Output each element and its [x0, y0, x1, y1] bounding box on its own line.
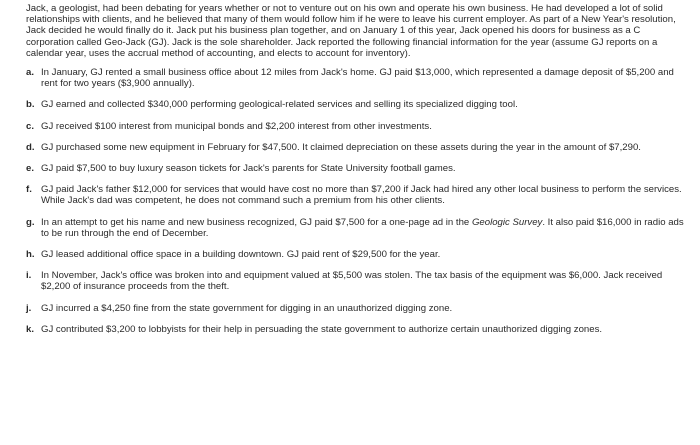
item-text: GJ earned and collected $340,000 performing geological-related services and selling its specialized digging tool.: [41, 99, 518, 111]
list-item-c: [26, 121, 684, 132]
list-item-k: [26, 324, 684, 335]
publication-title: Geologic Survey: [471, 216, 543, 228]
list-item-b: [26, 99, 684, 110]
item-letter: c.: [26, 120, 35, 132]
list-item-e: [26, 163, 684, 174]
list-item-a: [26, 67, 684, 89]
item-letter: g.: [26, 216, 35, 228]
item-text: In November, Jack's office was broken into and equipment valued at $5,500 was stolen. The tax basis of the equipment was $6,000. Jack received $2,200 of insurance proceeds from the theft.: [41, 270, 663, 293]
item-letter: d.: [26, 141, 35, 153]
item-letter: j.: [26, 302, 32, 314]
item-text: GJ paid $7,500 to buy luxury season tickets for Jack's parents for State University football games.: [41, 163, 456, 175]
list-item-f: [26, 184, 684, 206]
item-text: GJ received $100 interest from municipal bonds and $2,200 interest from other investments.: [41, 120, 432, 132]
item-letter: i.: [26, 270, 32, 282]
item-letter: f.: [26, 184, 32, 196]
list-item-i: [26, 270, 684, 292]
list-item-h: [26, 249, 684, 260]
item-text: GJ purchased some new equipment in February for $47,500. It claimed depreciation on these assets during the year in the amount of $7,290.: [41, 141, 641, 153]
item-text-after: . It also paid $16,000 in radio ads to be run through the end of December.: [41, 216, 684, 239]
item-text-before: In an attempt to get his name and new business recognized, GJ paid $7,500 for a one-page ad in the: [41, 216, 472, 228]
list-item-g: [26, 217, 684, 239]
list-item-j: [26, 303, 684, 314]
item-text: GJ contributed $3,200 to lobbyists for their help in persuading the state government to authorize certain unauthorized digging zones.: [41, 323, 603, 335]
item-text: In January, GJ rented a small business office about 12 miles from Jack's home. GJ paid $13,000, which represented a damage deposit of $5,200 and rent for two years ($3,900 annually).: [41, 67, 674, 90]
item-letter: e.: [26, 163, 35, 175]
intro-paragraph: Jack, a geologist, had been debating for years whether or not to venture out on his own and operate his own business. He had developed a lot of solid relationships with clients, and he believed that many of them would follow him if he were to leave his current employer. As part of a New Year's resolution, Jack decided he would finally do it. Jack put his business plan together, and on January 1 of this year, Jack opened his doors for business as a C corporation called Geo-Jack (GJ). Jack is the sole shareholder. Jack reported the following financial information for the year (assume GJ reports on a calendar year, uses the accrual method of accounting, and elects to account for inventory).: [26, 3, 676, 59]
item-letter: k.: [26, 323, 35, 335]
item-text: [41, 217, 684, 239]
list-item-d: [26, 142, 684, 153]
item-text: GJ leased additional office space in a building downtown. GJ paid rent of $29,500 for the year.: [41, 249, 441, 261]
item-letter: h.: [26, 249, 35, 261]
item-letter: b.: [26, 99, 35, 111]
item-text: GJ paid Jack's father $12,000 for services that would have cost no more than $7,200 if Jack had hired any other local business to perform the services. While Jack's dad was competent, he does not command such a premium from his other clients.: [41, 184, 682, 207]
transaction-list: [26, 67, 684, 335]
item-text: GJ incurred a $4,250 fine from the state government for digging in an unauthorized digging zone.: [41, 302, 453, 314]
item-letter: a.: [26, 67, 35, 79]
